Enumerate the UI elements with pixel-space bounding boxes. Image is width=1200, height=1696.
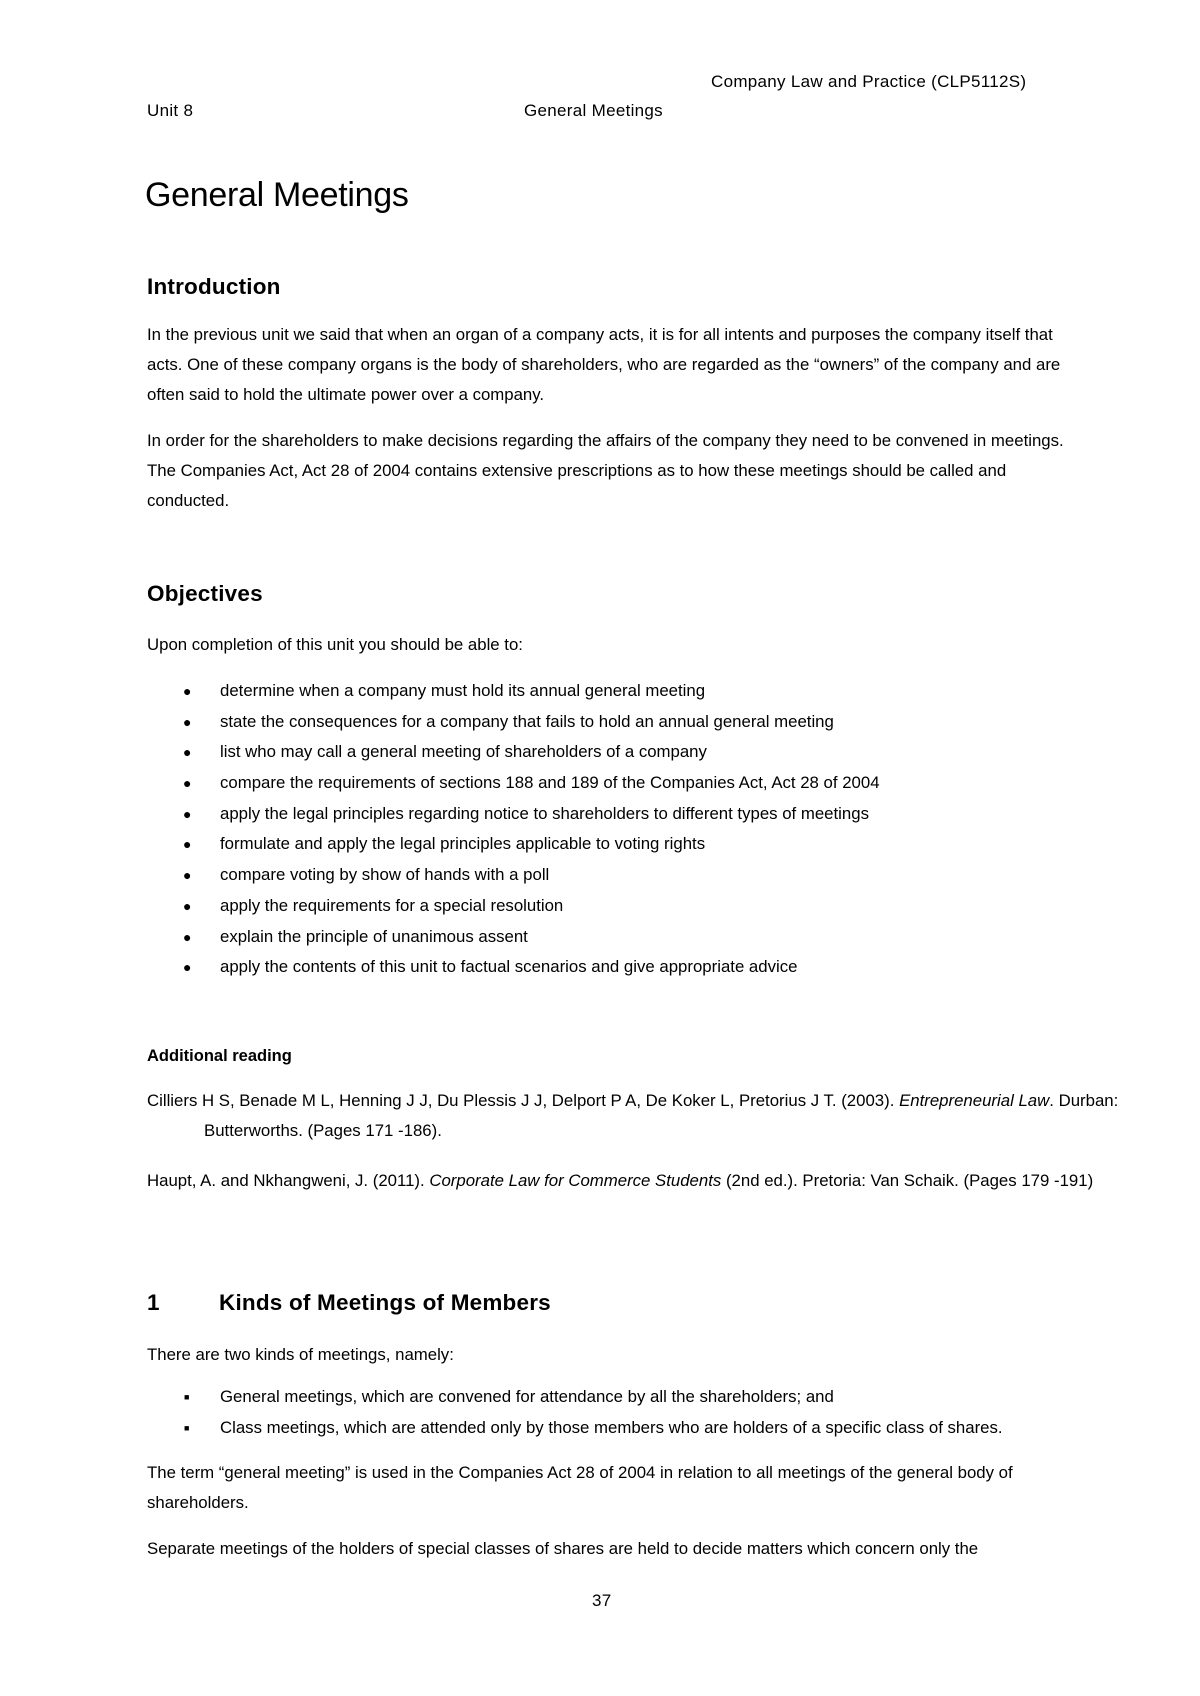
square-bullet-icon: ■ [184,1422,190,1433]
list-item: ● state the consequences for a company that fails to hold an annual general meeting [147,707,1087,738]
round-bullet-icon: ● [183,867,192,884]
reference-1: Cilliers H S, Benade M L, Henning J J, Du Plessis J J, Delport P A, De Koker L, Pretorius J T. (2003). Entrepreneurial Law. Durban: Butterworths. (Pages 171 -186). [147,1091,1119,1140]
section-title: Kinds of Meetings of Members [219,1290,551,1315]
section-1-heading [147,1290,551,1316]
list-item: ● explain the principle of unanimous assent [147,922,1087,953]
round-bullet-icon: ● [183,928,192,945]
page-number: 37 [592,1591,612,1610]
round-bullet-icon: ● [183,897,192,914]
introduction-heading: Introduction [147,274,281,299]
list-item: ● formulate and apply the legal principles applicable to voting rights [147,829,1087,860]
list-item: ● compare voting by show of hands with a poll [147,860,1087,891]
list-item: ● apply the legal principles regarding notice to shareholders to different types of meetings [147,799,1087,830]
section-1-paragraph-2: Separate meetings of the holders of special classes of shares are held to decide matters which concern only the [147,1539,979,1558]
list-item: ● apply the requirements for a special resolution [147,891,1087,922]
round-bullet-icon: ● [183,805,192,822]
page-title: General Meetings [145,176,409,214]
objectives-heading: Objectives [147,581,263,606]
round-bullet-icon: ● [183,959,192,976]
list-item: ● list who may call a general meeting of shareholders of a company [147,737,1087,768]
header-unit: Unit 8 [147,101,194,120]
section-1-lead: There are two kinds of meetings, namely: [147,1345,454,1364]
header-course: Company Law and Practice (CLP5112S) [711,72,1027,91]
section-1-paragraph-1: The term “general meeting” is used in the Companies Act 28 of 2004 in relation to all meetings of the general body of shareholders. [147,1463,1013,1512]
list-item: ■ Class meetings, which are attended only by those members who are holders of a specific class of shares. [147,1413,1087,1444]
additional-reading-heading: Additional reading [147,1047,292,1065]
section-number: 1 [147,1290,160,1315]
list-item: ● determine when a company must hold its annual general meeting [147,676,1087,707]
introduction-paragraph-1: In the previous unit we said that when an organ of a company acts, it is for all intents and purposes the company itself that acts. One of these company organs is the body of shareholders, who are regarded as the “owners” of the company and are often said to hold the ultimate power over a company. [147,325,1061,404]
introduction-paragraph-2: In order for the shareholders to make decisions regarding the affairs of the company they need to be convened in meetings. The Companies Act, Act 28 of 2004 contains extensive prescriptions as to how these meetings should be called and conducted. [147,431,1064,510]
list-item: ● apply the contents of this unit to factual scenarios and give appropriate advice [147,952,1087,983]
round-bullet-icon: ● [183,683,192,699]
round-bullet-icon: ● [183,775,192,792]
round-bullet-icon: ● [183,713,192,730]
section-1-list [147,1382,1087,1443]
square-bullet-icon: ■ [184,1392,190,1402]
objectives-lead: Upon completion of this unit you should be able to: [147,635,523,654]
reference-2: Haupt, A. and Nkhangweni, J. (2011). Corporate Law for Commerce Students (2nd ed.). Pretoria: Van Schaik. (Pages 179 -191) [147,1171,1094,1190]
header-unit-title: General Meetings [524,101,663,120]
round-bullet-icon: ● [183,836,192,853]
list-item: ● compare the requirements of sections 188 and 189 of the Companies Act, Act 28 of 2004 [147,768,1087,799]
list-item: ■ General meetings, which are convened for attendance by all the shareholders; and [147,1382,1087,1413]
objectives-list [147,676,1087,983]
round-bullet-icon: ● [183,744,192,761]
